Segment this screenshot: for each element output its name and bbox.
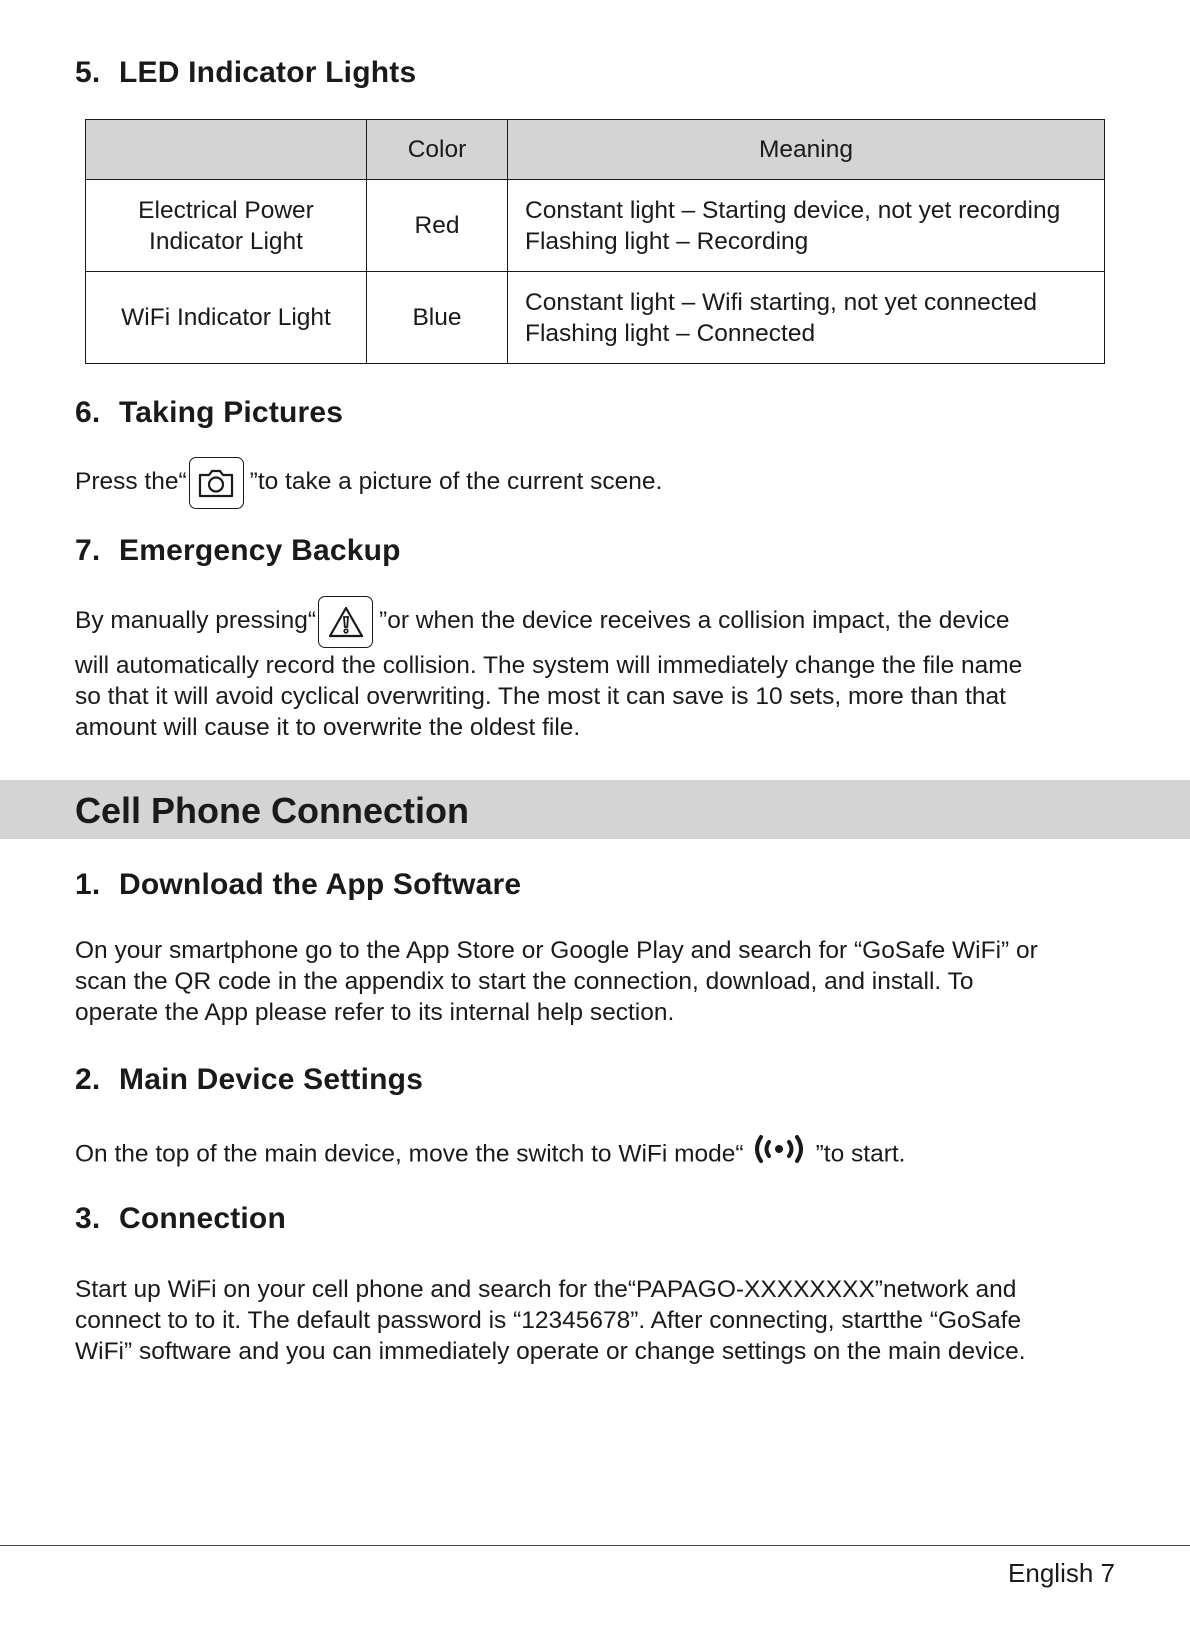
section-title: Main Device Settings [119,1063,424,1096]
indicator-name-cell [86,180,367,272]
section-number: 1. [75,868,101,901]
section-heading-settings [75,1063,423,1097]
connection-paragraph [75,1274,1115,1367]
section-title: Emergency Backup [119,534,401,567]
section-number: 7. [75,534,101,567]
section-number: 2. [75,1063,101,1096]
table-header-row [86,120,1105,180]
table-row [86,180,1105,272]
meaning-line: Constant light – Wifi starting, not yet connected [525,288,1038,316]
text-fragment: ”to start. [815,1140,906,1168]
section-heading-connection [75,1202,286,1236]
led-indicator-table [85,119,1105,364]
text-line: Start up WiFi on your cell phone and search for the“PAPAGO-XXXXXXXX”network and [75,1276,1017,1303]
section-title: Download the App Software [119,868,522,901]
text-line: amount will cause it to overwrite the oldest file. [75,714,581,741]
section-number: 6. [75,396,101,429]
settings-paragraph [75,1136,1115,1174]
text-fragment: ”to take a picture of the current scene. [249,468,663,495]
emergency-rest-paragraph [75,650,1115,743]
camera-icon [189,457,244,509]
footer-divider [0,1545,1190,1546]
section-number: 3. [75,1202,101,1235]
section-heading-download [75,868,521,902]
warning-triangle-icon [318,596,373,648]
section-heading-emergency [75,534,401,568]
text-fragment: By manually pressing“ [75,607,317,634]
indicator-meaning-cell [508,180,1105,272]
header-cell-meaning: Meaning [508,120,1105,180]
section-title: LED Indicator Lights [119,56,417,89]
text-line: WiFi” software and you can immediately operate or change settings on the main device. [75,1338,1026,1365]
section-title: Connection [119,1202,286,1235]
table-row [86,272,1105,364]
section-title: Taking Pictures [119,396,344,429]
header-cell-color: Color [367,120,508,180]
text-line: connect to to it. The default password is “12345678”. After connecting, startthe “GoSafe [75,1307,1022,1334]
text-line: operate the App please refer to its internal help section. [75,999,675,1026]
text-line: so that it will avoid cyclical overwriting. The most it can save is 10 sets, more than that [75,683,1006,710]
section-banner [0,780,1190,839]
indicator-name-line: WiFi Indicator Light [121,304,331,331]
header-cell-blank [86,120,367,180]
indicator-meaning-cell [508,272,1105,364]
indicator-color-cell: Red [367,180,508,272]
indicator-name-line: Electrical Power [138,196,314,224]
download-paragraph [75,935,1115,1028]
section-heading-led [75,56,416,90]
text-line: scan the QR code in the appendix to start the connection, download, and install. To [75,968,974,995]
indicator-color-cell: Blue [367,272,508,364]
pictures-paragraph [75,456,1115,509]
meaning-line: Flashing light – Connected [525,319,816,347]
section-heading-pictures [75,396,343,430]
indicator-name-line: Indicator Light [149,227,303,255]
meaning-line: Flashing light – Recording [525,227,809,255]
meaning-line: Constant light – Starting device, not yet recording [525,196,1061,224]
text-line: On your smartphone go to the App Store or Google Play and search for “GoSafe WiFi” or [75,937,1038,964]
text-fragment: On the top of the main device, move the switch to WiFi mode“ [75,1140,744,1168]
banner-title: Cell Phone Connection [75,790,470,831]
text-line: will automatically record the collision. The system will immediately change the file name [75,652,1023,679]
section-number: 5. [75,56,101,89]
emergency-first-line [75,595,1115,648]
text-fragment: ”or when the device receives a collision impact, the device [379,607,1010,634]
page-number: English 7 [1008,1558,1115,1588]
text-fragment: Press the“ [75,468,187,495]
indicator-name-cell [86,272,367,364]
wifi-broadcast-icon [752,1134,806,1172]
